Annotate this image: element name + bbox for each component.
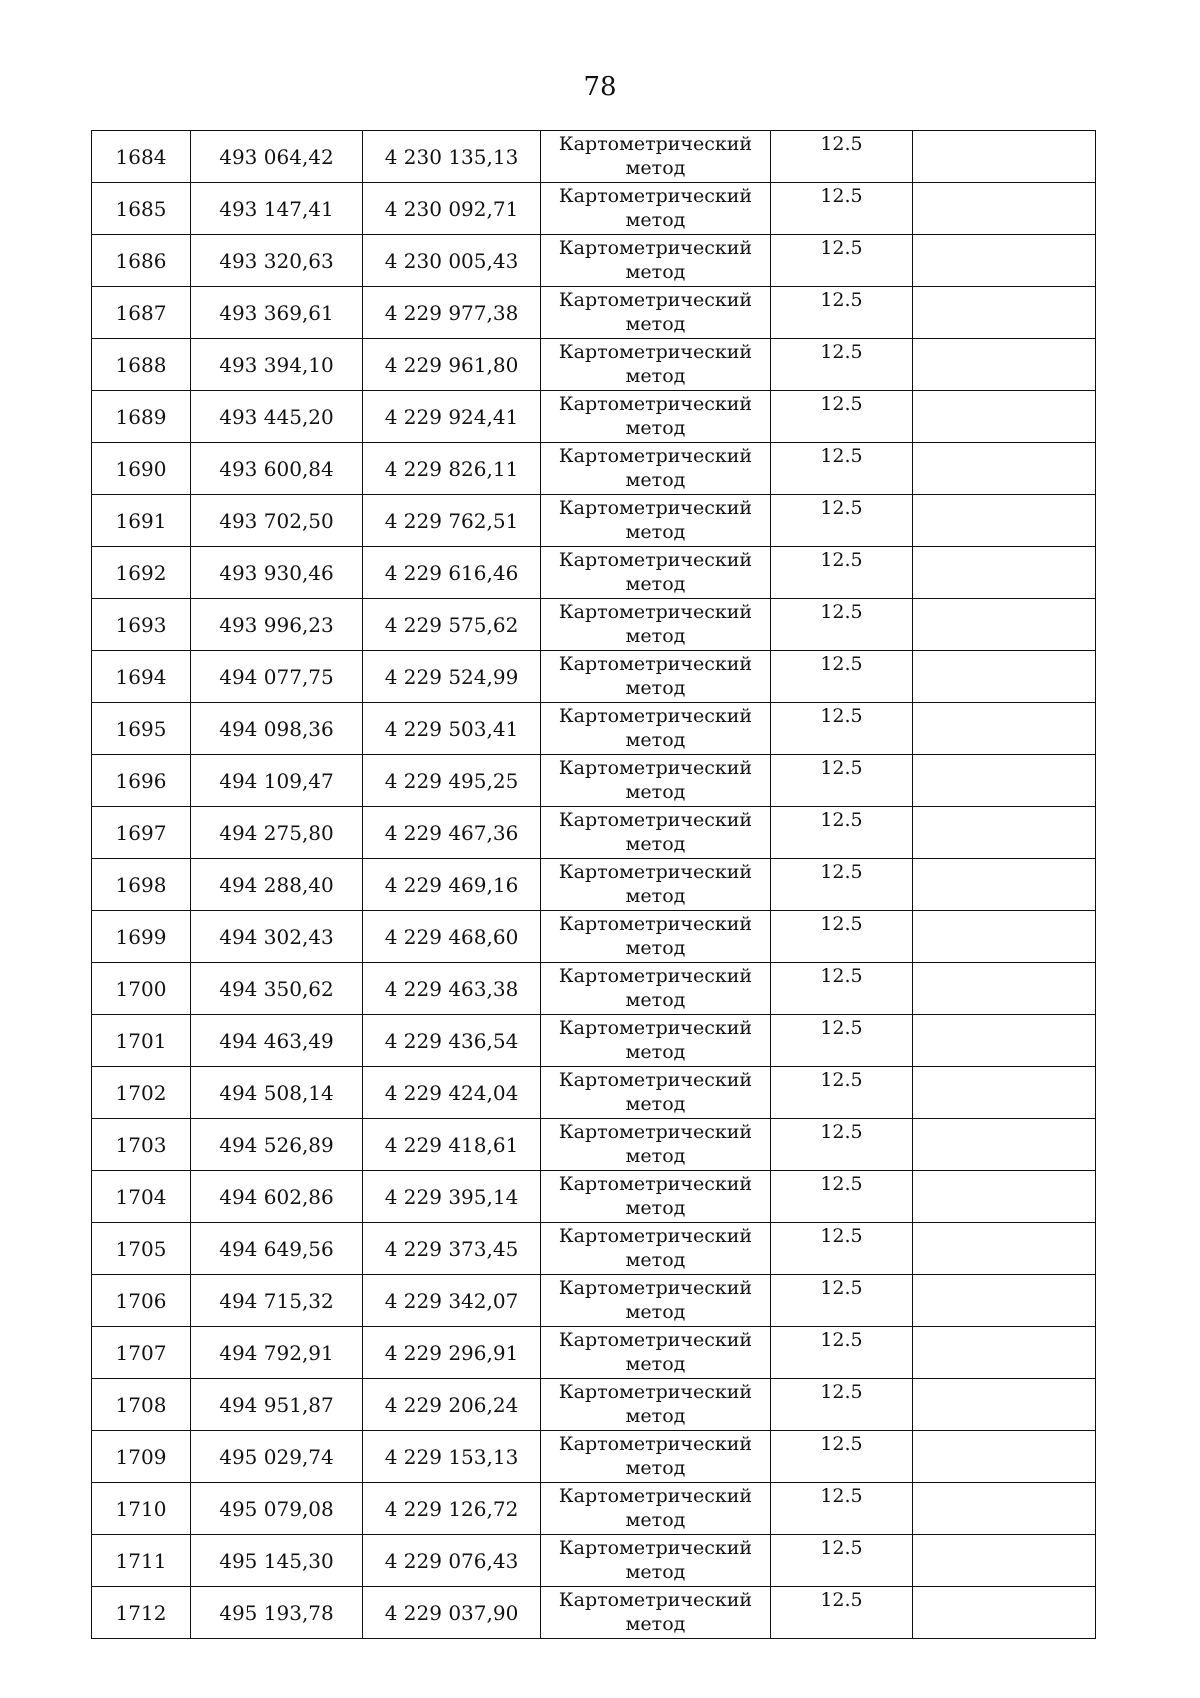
method-text-line: метод <box>625 781 686 803</box>
method-text-line: Картометрический <box>558 1121 753 1143</box>
y-coordinate-cell: 4 229 076,43 <box>363 1535 541 1587</box>
y-coordinate-cell: 4 229 296,91 <box>363 1327 541 1379</box>
method-cell <box>541 651 771 703</box>
accuracy-cell: 12.5 <box>771 443 913 495</box>
y-coordinate-cell: 4 229 468,60 <box>363 911 541 963</box>
note-cell <box>913 651 1096 703</box>
method-cell <box>541 1535 771 1587</box>
method-text-line: метод <box>625 833 686 855</box>
y-coordinate-cell: 4 229 373,45 <box>363 1223 541 1275</box>
table-row <box>92 651 1096 703</box>
point-number-cell: 1700 <box>92 963 191 1015</box>
method-text-line: Картометрический <box>558 1485 753 1507</box>
method-cell <box>541 703 771 755</box>
note-cell <box>913 183 1096 235</box>
note-cell <box>913 1015 1096 1067</box>
y-coordinate-cell: 4 229 469,16 <box>363 859 541 911</box>
y-coordinate-cell: 4 229 206,24 <box>363 1379 541 1431</box>
method-cell <box>541 339 771 391</box>
y-coordinate-cell: 4 229 153,13 <box>363 1431 541 1483</box>
x-coordinate-cell: 494 649,56 <box>191 1223 363 1275</box>
point-number-cell: 1691 <box>92 495 191 547</box>
method-text-line: метод <box>625 1457 686 1479</box>
point-number-cell: 1704 <box>92 1171 191 1223</box>
method-text-line: метод <box>625 885 686 907</box>
accuracy-cell: 12.5 <box>771 287 913 339</box>
coordinates-table <box>91 130 1096 1639</box>
y-coordinate-cell: 4 229 467,36 <box>363 807 541 859</box>
point-number-cell: 1692 <box>92 547 191 599</box>
point-number-cell: 1690 <box>92 443 191 495</box>
point-number-cell: 1709 <box>92 1431 191 1483</box>
method-text-line: метод <box>625 1509 686 1531</box>
x-coordinate-cell: 494 350,62 <box>191 963 363 1015</box>
point-number-cell: 1686 <box>92 235 191 287</box>
method-text-line: Картометрический <box>558 185 753 207</box>
method-text-line: Картометрический <box>558 549 753 571</box>
table-row <box>92 287 1096 339</box>
point-number-cell: 1708 <box>92 1379 191 1431</box>
method-cell <box>541 287 771 339</box>
table-row <box>92 755 1096 807</box>
method-text-line: Картометрический <box>558 705 753 727</box>
point-number-cell: 1689 <box>92 391 191 443</box>
point-number-cell: 1701 <box>92 1015 191 1067</box>
method-text-line: метод <box>625 1613 686 1635</box>
note-cell <box>913 911 1096 963</box>
method-cell <box>541 911 771 963</box>
table-row <box>92 235 1096 287</box>
note-cell <box>913 391 1096 443</box>
accuracy-cell: 12.5 <box>771 859 913 911</box>
point-number-cell: 1688 <box>92 339 191 391</box>
x-coordinate-cell: 493 600,84 <box>191 443 363 495</box>
method-text-line: Картометрический <box>558 341 753 363</box>
y-coordinate-cell: 4 229 826,11 <box>363 443 541 495</box>
method-cell <box>541 1275 771 1327</box>
point-number-cell: 1685 <box>92 183 191 235</box>
method-text-line: Картометрический <box>558 1329 753 1351</box>
point-number-cell: 1711 <box>92 1535 191 1587</box>
note-cell <box>913 1327 1096 1379</box>
method-text-line: метод <box>625 1301 686 1323</box>
y-coordinate-cell: 4 229 503,41 <box>363 703 541 755</box>
y-coordinate-cell: 4 229 977,38 <box>363 287 541 339</box>
method-text-line: Картометрический <box>558 601 753 623</box>
y-coordinate-cell: 4 229 037,90 <box>363 1587 541 1639</box>
accuracy-cell: 12.5 <box>771 547 913 599</box>
accuracy-cell: 12.5 <box>771 807 913 859</box>
accuracy-cell: 12.5 <box>771 651 913 703</box>
y-coordinate-cell: 4 229 575,62 <box>363 599 541 651</box>
note-cell <box>913 807 1096 859</box>
table-row <box>92 131 1096 183</box>
y-coordinate-cell: 4 229 424,04 <box>363 1067 541 1119</box>
x-coordinate-cell: 494 463,49 <box>191 1015 363 1067</box>
x-coordinate-cell: 494 951,87 <box>191 1379 363 1431</box>
method-text-line: Картометрический <box>558 445 753 467</box>
table-row <box>92 1223 1096 1275</box>
table-row <box>92 1119 1096 1171</box>
note-cell <box>913 235 1096 287</box>
table-row <box>92 1327 1096 1379</box>
accuracy-cell: 12.5 <box>771 495 913 547</box>
method-cell <box>541 1587 771 1639</box>
note-cell <box>913 703 1096 755</box>
x-coordinate-cell: 493 996,23 <box>191 599 363 651</box>
method-text-line: метод <box>625 677 686 699</box>
y-coordinate-cell: 4 229 762,51 <box>363 495 541 547</box>
method-text-line: Картометрический <box>558 393 753 415</box>
y-coordinate-cell: 4 230 005,43 <box>363 235 541 287</box>
table-row <box>92 963 1096 1015</box>
method-text-line: метод <box>625 417 686 439</box>
table-row <box>92 599 1096 651</box>
method-text-line: Картометрический <box>558 1173 753 1195</box>
accuracy-cell: 12.5 <box>771 1379 913 1431</box>
note-cell <box>913 1535 1096 1587</box>
accuracy-cell: 12.5 <box>771 1431 913 1483</box>
point-number-cell: 1696 <box>92 755 191 807</box>
accuracy-cell: 12.5 <box>771 1535 913 1587</box>
table-row <box>92 391 1096 443</box>
method-text-line: метод <box>625 469 686 491</box>
point-number-cell: 1702 <box>92 1067 191 1119</box>
note-cell <box>913 495 1096 547</box>
point-number-cell: 1695 <box>92 703 191 755</box>
table-row <box>92 443 1096 495</box>
accuracy-cell: 12.5 <box>771 183 913 235</box>
method-cell <box>541 755 771 807</box>
table-row <box>92 1587 1096 1639</box>
x-coordinate-cell: 494 792,91 <box>191 1327 363 1379</box>
accuracy-cell: 12.5 <box>771 1327 913 1379</box>
method-text-line: Картометрический <box>558 861 753 883</box>
y-coordinate-cell: 4 229 924,41 <box>363 391 541 443</box>
method-cell <box>541 1067 771 1119</box>
x-coordinate-cell: 493 320,63 <box>191 235 363 287</box>
table-row <box>92 183 1096 235</box>
accuracy-cell: 12.5 <box>771 703 913 755</box>
method-text-line: Картометрический <box>558 133 753 155</box>
accuracy-cell: 12.5 <box>771 1015 913 1067</box>
accuracy-cell: 12.5 <box>771 1587 913 1639</box>
accuracy-cell: 12.5 <box>771 235 913 287</box>
method-text-line: метод <box>625 521 686 543</box>
note-cell <box>913 963 1096 1015</box>
accuracy-cell: 12.5 <box>771 391 913 443</box>
method-cell <box>541 599 771 651</box>
x-coordinate-cell: 494 288,40 <box>191 859 363 911</box>
method-cell <box>541 235 771 287</box>
method-cell <box>541 443 771 495</box>
point-number-cell: 1707 <box>92 1327 191 1379</box>
point-number-cell: 1699 <box>92 911 191 963</box>
x-coordinate-cell: 494 275,80 <box>191 807 363 859</box>
note-cell <box>913 287 1096 339</box>
x-coordinate-cell: 493 394,10 <box>191 339 363 391</box>
table-row <box>92 911 1096 963</box>
method-cell <box>541 1171 771 1223</box>
method-text-line: метод <box>625 989 686 1011</box>
note-cell <box>913 1223 1096 1275</box>
method-cell <box>541 963 771 1015</box>
table-row <box>92 1067 1096 1119</box>
x-coordinate-cell: 494 526,89 <box>191 1119 363 1171</box>
point-number-cell: 1694 <box>92 651 191 703</box>
method-text-line: Картометрический <box>558 1069 753 1091</box>
accuracy-cell: 12.5 <box>771 1223 913 1275</box>
method-text-line: метод <box>625 937 686 959</box>
table-row <box>92 1483 1096 1535</box>
accuracy-cell: 12.5 <box>771 599 913 651</box>
method-cell <box>541 183 771 235</box>
method-text-line: Картометрический <box>558 965 753 987</box>
x-coordinate-cell: 493 369,61 <box>191 287 363 339</box>
table-row <box>92 1535 1096 1587</box>
point-number-cell: 1705 <box>92 1223 191 1275</box>
note-cell <box>913 339 1096 391</box>
coordinates-table-body <box>92 131 1096 1639</box>
table-row <box>92 859 1096 911</box>
note-cell <box>913 443 1096 495</box>
y-coordinate-cell: 4 229 395,14 <box>363 1171 541 1223</box>
table-row <box>92 1275 1096 1327</box>
table-row <box>92 1171 1096 1223</box>
accuracy-cell: 12.5 <box>771 131 913 183</box>
method-text-line: Картометрический <box>558 497 753 519</box>
method-text-line: метод <box>625 365 686 387</box>
note-cell <box>913 1171 1096 1223</box>
method-text-line: Картометрический <box>558 757 753 779</box>
method-text-line: метод <box>625 573 686 595</box>
method-text-line: метод <box>625 1353 686 1375</box>
table-row <box>92 1379 1096 1431</box>
method-text-line: метод <box>625 261 686 283</box>
accuracy-cell: 12.5 <box>771 911 913 963</box>
table-row <box>92 339 1096 391</box>
note-cell <box>913 1379 1096 1431</box>
method-text-line: Картометрический <box>558 653 753 675</box>
method-cell <box>541 1223 771 1275</box>
method-cell <box>541 1379 771 1431</box>
x-coordinate-cell: 494 109,47 <box>191 755 363 807</box>
y-coordinate-cell: 4 230 092,71 <box>363 183 541 235</box>
method-text-line: Картометрический <box>558 1277 753 1299</box>
method-text-line: Картометрический <box>558 1537 753 1559</box>
table-row <box>92 703 1096 755</box>
y-coordinate-cell: 4 229 436,54 <box>363 1015 541 1067</box>
method-cell <box>541 1327 771 1379</box>
point-number-cell: 1693 <box>92 599 191 651</box>
method-text-line: Картометрический <box>558 237 753 259</box>
accuracy-cell: 12.5 <box>771 1171 913 1223</box>
note-cell <box>913 1067 1096 1119</box>
x-coordinate-cell: 494 715,32 <box>191 1275 363 1327</box>
method-text-line: Картометрический <box>558 289 753 311</box>
x-coordinate-cell: 493 445,20 <box>191 391 363 443</box>
y-coordinate-cell: 4 229 418,61 <box>363 1119 541 1171</box>
accuracy-cell: 12.5 <box>771 963 913 1015</box>
x-coordinate-cell: 495 029,74 <box>191 1431 363 1483</box>
method-text-line: метод <box>625 625 686 647</box>
point-number-cell: 1710 <box>92 1483 191 1535</box>
note-cell <box>913 599 1096 651</box>
note-cell <box>913 1587 1096 1639</box>
method-cell <box>541 807 771 859</box>
accuracy-cell: 12.5 <box>771 1275 913 1327</box>
method-cell <box>541 495 771 547</box>
method-text-line: метод <box>625 1093 686 1115</box>
method-text-line: метод <box>625 209 686 231</box>
table-row <box>92 495 1096 547</box>
method-text-line: Картометрический <box>558 1225 753 1247</box>
method-cell <box>541 1431 771 1483</box>
x-coordinate-cell: 493 930,46 <box>191 547 363 599</box>
method-text-line: метод <box>625 313 686 335</box>
method-cell <box>541 1015 771 1067</box>
table-row <box>92 1015 1096 1067</box>
method-text-line: метод <box>625 1197 686 1219</box>
method-text-line: метод <box>625 1405 686 1427</box>
method-cell <box>541 131 771 183</box>
method-text-line: Картометрический <box>558 1433 753 1455</box>
note-cell <box>913 1275 1096 1327</box>
note-cell <box>913 131 1096 183</box>
accuracy-cell: 12.5 <box>771 1119 913 1171</box>
accuracy-cell: 12.5 <box>771 1067 913 1119</box>
point-number-cell: 1706 <box>92 1275 191 1327</box>
x-coordinate-cell: 494 098,36 <box>191 703 363 755</box>
method-text-line: метод <box>625 1249 686 1271</box>
point-number-cell: 1712 <box>92 1587 191 1639</box>
method-text-line: Картометрический <box>558 1381 753 1403</box>
y-coordinate-cell: 4 229 616,46 <box>363 547 541 599</box>
point-number-cell: 1697 <box>92 807 191 859</box>
x-coordinate-cell: 495 079,08 <box>191 1483 363 1535</box>
y-coordinate-cell: 4 229 126,72 <box>363 1483 541 1535</box>
point-number-cell: 1687 <box>92 287 191 339</box>
table-row <box>92 1431 1096 1483</box>
method-cell <box>541 547 771 599</box>
x-coordinate-cell: 494 077,75 <box>191 651 363 703</box>
y-coordinate-cell: 4 229 495,25 <box>363 755 541 807</box>
method-text-line: метод <box>625 1041 686 1063</box>
method-text-line: метод <box>625 1145 686 1167</box>
x-coordinate-cell: 494 602,86 <box>191 1171 363 1223</box>
point-number-cell: 1684 <box>92 131 191 183</box>
y-coordinate-cell: 4 229 524,99 <box>363 651 541 703</box>
x-coordinate-cell: 494 508,14 <box>191 1067 363 1119</box>
accuracy-cell: 12.5 <box>771 755 913 807</box>
method-cell <box>541 1119 771 1171</box>
note-cell <box>913 1119 1096 1171</box>
x-coordinate-cell: 493 702,50 <box>191 495 363 547</box>
note-cell <box>913 1431 1096 1483</box>
method-text-line: Картометрический <box>558 809 753 831</box>
note-cell <box>913 1483 1096 1535</box>
y-coordinate-cell: 4 229 342,07 <box>363 1275 541 1327</box>
note-cell <box>913 859 1096 911</box>
method-cell <box>541 391 771 443</box>
point-number-cell: 1703 <box>92 1119 191 1171</box>
method-text-line: метод <box>625 1561 686 1583</box>
x-coordinate-cell: 494 302,43 <box>191 911 363 963</box>
method-cell <box>541 859 771 911</box>
method-text-line: Картометрический <box>558 1589 753 1611</box>
accuracy-cell: 12.5 <box>771 1483 913 1535</box>
y-coordinate-cell: 4 229 463,38 <box>363 963 541 1015</box>
y-coordinate-cell: 4 230 135,13 <box>363 131 541 183</box>
x-coordinate-cell: 495 145,30 <box>191 1535 363 1587</box>
method-cell <box>541 1483 771 1535</box>
method-text-line: метод <box>625 157 686 179</box>
x-coordinate-cell: 493 064,42 <box>191 131 363 183</box>
accuracy-cell: 12.5 <box>771 339 913 391</box>
page-number: 78 <box>583 72 617 102</box>
method-text-line: Картометрический <box>558 1017 753 1039</box>
note-cell <box>913 547 1096 599</box>
y-coordinate-cell: 4 229 961,80 <box>363 339 541 391</box>
note-cell <box>913 755 1096 807</box>
x-coordinate-cell: 493 147,41 <box>191 183 363 235</box>
method-text-line: метод <box>625 729 686 751</box>
table-row <box>92 547 1096 599</box>
table-row <box>92 807 1096 859</box>
x-coordinate-cell: 495 193,78 <box>191 1587 363 1639</box>
method-text-line: Картометрический <box>558 913 753 935</box>
point-number-cell: 1698 <box>92 859 191 911</box>
